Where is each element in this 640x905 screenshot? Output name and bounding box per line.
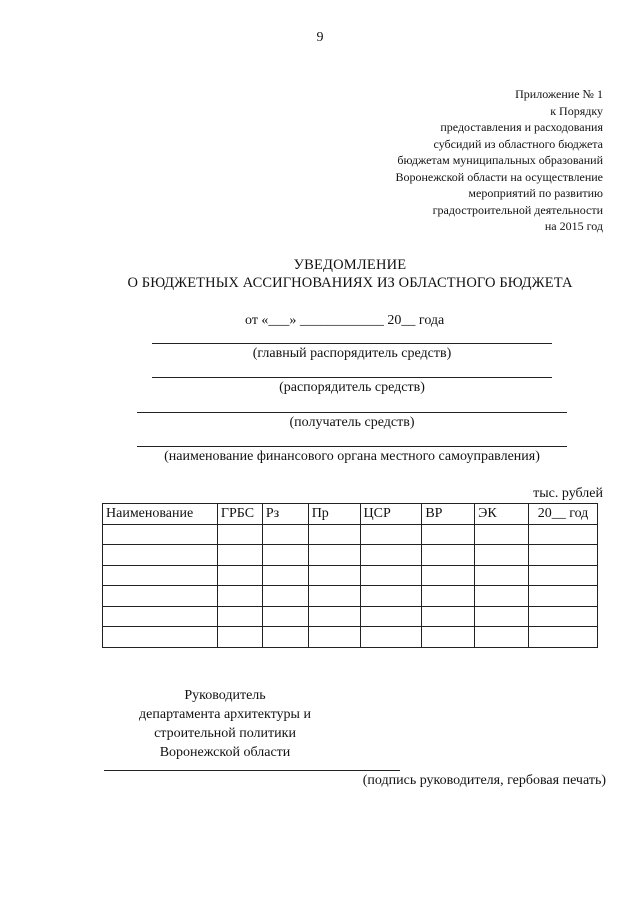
table-cell — [422, 565, 475, 586]
header-pr: Пр — [308, 504, 360, 525]
header-year: 20__ год — [529, 504, 598, 525]
table-cell — [529, 565, 598, 586]
table-cell — [360, 627, 422, 648]
table-cell — [422, 606, 475, 627]
appendix-line: Приложение № 1 — [515, 87, 603, 101]
table-cell — [529, 627, 598, 648]
table-cell — [262, 545, 308, 566]
signature-line — [104, 770, 400, 771]
recipient-caption: (получатель средств) — [289, 415, 415, 430]
signatory-line: департамента архитектуры и — [139, 707, 311, 722]
table-cell — [529, 524, 598, 545]
appendix-block — [395, 86, 603, 235]
table-cell — [262, 627, 308, 648]
header-ek: ЭК — [475, 504, 529, 525]
table-cell — [217, 627, 262, 648]
signatory-line: Воронежской области — [159, 745, 291, 760]
appendix-line: предоставления и расходования — [440, 120, 603, 134]
table-cell — [529, 586, 598, 607]
recipient-line — [137, 412, 567, 413]
table-row — [103, 586, 598, 607]
header-vr: ВР — [422, 504, 475, 525]
main-manager-caption: (главный распорядитель средств) — [252, 346, 452, 361]
table-cell — [217, 524, 262, 545]
table-cell — [217, 545, 262, 566]
header-grbs: ГРБС — [217, 504, 262, 525]
table-cell — [308, 606, 360, 627]
appendix-line: Воронежской области на осуществление — [395, 169, 603, 184]
table-cell — [308, 565, 360, 586]
table-cell — [103, 524, 218, 545]
signatory-line: Руководитель — [184, 688, 266, 703]
budget-table — [102, 503, 598, 648]
table-cell — [475, 606, 529, 627]
table-row — [103, 565, 598, 586]
finance-body-caption: (наименование финансового органа местного самоуправления) — [164, 449, 540, 464]
table-cell — [103, 545, 218, 566]
table-cell — [103, 586, 218, 607]
table-cell — [422, 627, 475, 648]
signatory-block — [110, 686, 340, 762]
table-cell — [217, 606, 262, 627]
table-cell — [103, 627, 218, 648]
table-row — [103, 627, 598, 648]
signature-caption: (подпись руководителя, гербовая печать) — [362, 773, 606, 788]
page-number: 9 — [316, 30, 324, 45]
table-cell — [422, 524, 475, 545]
header-name: Наименование — [103, 504, 218, 525]
appendix-line: градостроительной деятельности — [432, 202, 603, 217]
date-line: от «___» ____________ 20__ года — [245, 313, 445, 328]
table-cell — [529, 545, 598, 566]
table-cell — [262, 565, 308, 586]
finance-body-line — [137, 446, 567, 447]
table-cell — [475, 586, 529, 607]
table-cell — [360, 524, 422, 545]
appendix-line: бюджетам муниципальных образований — [397, 153, 603, 167]
units-label: тыс. рублей — [533, 486, 603, 501]
table-cell — [529, 606, 598, 627]
table-cell — [262, 606, 308, 627]
signatory-line: строительной политики — [154, 726, 296, 741]
table-cell — [475, 627, 529, 648]
table-cell — [103, 606, 218, 627]
document-title: УВЕДОМЛЕНИЕ — [293, 257, 407, 273]
manager-line — [152, 377, 552, 378]
table-row — [103, 524, 598, 545]
table-cell — [308, 545, 360, 566]
table-cell — [360, 565, 422, 586]
table-header-row — [103, 504, 598, 525]
table-cell — [422, 586, 475, 607]
document-subtitle: О БЮДЖЕТНЫХ АССИГНОВАНИЯХ ИЗ ОБЛАСТНОГО БЮДЖЕТА — [127, 275, 573, 291]
appendix-line: на 2015 год — [544, 219, 603, 233]
header-csr: ЦСР — [360, 504, 422, 525]
header-rz: Рз — [262, 504, 308, 525]
table-row — [103, 545, 598, 566]
table-cell — [262, 524, 308, 545]
table-cell — [308, 586, 360, 607]
table-cell — [422, 545, 475, 566]
table-cell — [103, 565, 218, 586]
main-manager-line — [152, 343, 552, 344]
table-row — [103, 606, 598, 627]
table-cell — [360, 545, 422, 566]
table-cell — [360, 606, 422, 627]
appendix-line: субсидий из областного бюджета — [433, 136, 603, 151]
appendix-line: мероприятий по развитию — [468, 186, 603, 200]
table-cell — [308, 627, 360, 648]
table-cell — [217, 586, 262, 607]
appendix-line: к Порядку — [550, 103, 603, 118]
table-cell — [475, 565, 529, 586]
table-cell — [475, 545, 529, 566]
table-cell — [360, 586, 422, 607]
table-cell — [217, 565, 262, 586]
table-cell — [308, 524, 360, 545]
table-cell — [262, 586, 308, 607]
table-cell — [475, 524, 529, 545]
manager-caption: (распорядитель средств) — [279, 380, 425, 395]
